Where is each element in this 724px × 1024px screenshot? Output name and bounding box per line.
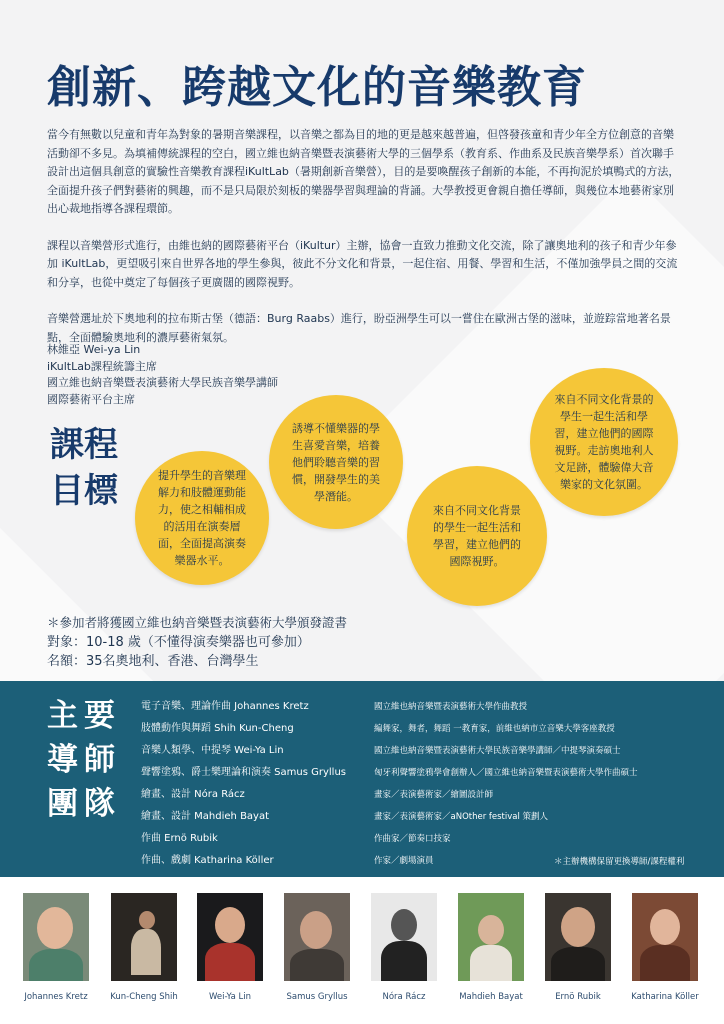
portrait-photo bbox=[111, 893, 177, 981]
eligibility-age: 對象：10-18 歲（不懂得演奏樂器也可參加） bbox=[47, 635, 310, 650]
portrait-photo bbox=[545, 893, 611, 981]
photo-card bbox=[109, 893, 179, 1002]
team-role: 作曲 Ernö Rubik bbox=[141, 833, 218, 844]
team-desc: 國立維也納音樂暨表演藝術大學作曲教授 bbox=[374, 702, 528, 712]
team-desc: 國立維也納音樂暨表演藝術大學民族音樂學講師／中提琴演奏碩士 bbox=[374, 746, 621, 756]
portrait-photo bbox=[23, 893, 89, 981]
photo-caption: Katharina Köller bbox=[631, 992, 699, 1002]
eligibility bbox=[47, 633, 310, 671]
photo-caption: Kun-Cheng Shih bbox=[110, 992, 178, 1002]
photo-caption: Samus Gryllus bbox=[286, 992, 348, 1002]
team-heading: 主要導師團隊 bbox=[47, 698, 121, 822]
goal-text: 來自不同文化背景的學生一起生活和學習，建立他們的國際視野。走訪奧地利人文足跡，體驗偉大音樂家的文化氛圍。 bbox=[554, 393, 654, 491]
photo-caption: Nóra Rácz bbox=[382, 992, 426, 1002]
goals-heading-line: 目標 bbox=[50, 471, 118, 511]
photo-caption: Mahdieh Bayat bbox=[459, 992, 523, 1002]
intro-paragraph: 課程以音樂營形式進行，由維也納的國際藝術平台（iKultur）主辦，協會一直致力推動文化交流，除了讓奧地利的孩子和青少年參加 iKultLab，更望吸引來自世界各地的學生參與，彼此不分文化和背景，一起住宿、用餐、學習和生活，不僅加強學員之間的交流和分享，也從中奠定了每個孩子更廣闊的國際視野。 bbox=[47, 238, 678, 289]
intro-paragraph: 當今有無數以兒童和青年為對象的暑期音樂課程，以音樂之都為目的地的更是越來越普遍，但啓發孩童和青少年全方位創意的音樂活動卻不多見。為填補傳統課程的空白，國立維也納音樂暨表演藝術大學的三個學系（教育系、作曲系及民族音樂學系）首次聯手設計出這個具創意的實驗性音樂教育課程iKultLab（暑期創新音樂營），目的是要喚醒孩子創新的本能，不再拘泥於填鴨式的方法，全面提升孩子們對藝術的興趣，而不是只局限於刻板的樂器學習與理論的背誦。大學教授更會親自擔任導師，與幾位本地藝術家別出心裁地指導各課程環節。 bbox=[47, 128, 680, 215]
team-desc: 作曲家／節奏口技家 bbox=[374, 834, 451, 844]
photo-card bbox=[543, 893, 613, 1002]
goal-bubble bbox=[135, 451, 269, 585]
team-roles bbox=[141, 699, 346, 875]
photo-card bbox=[21, 893, 91, 1002]
portrait-photo bbox=[458, 893, 524, 981]
signature-name: 林維亞 Wei-ya Lin bbox=[47, 343, 141, 356]
goal-text: 來自不同文化背景的學生一起生活和學習，建立他們的國際視野。 bbox=[433, 504, 521, 568]
team-desc: 畫家／表演藝術家／aNOther festival 策劃人 bbox=[374, 812, 549, 822]
portrait-photo bbox=[371, 893, 437, 981]
team-role: 音樂人類學、中提琴 Wei-Ya Lin bbox=[141, 745, 284, 756]
team-desc: 匈牙利聲響塗鴉學會創辦人／國立維也納音樂暨表演藝術大學作曲碩士 bbox=[374, 768, 638, 778]
goals-heading bbox=[50, 422, 118, 514]
goals-heading-line: 課程 bbox=[50, 425, 118, 465]
photo-strip bbox=[0, 877, 724, 1024]
team-note: ＊主辦機構保留更換導師/課程權利 bbox=[554, 857, 685, 867]
team-desc: 編舞家，舞者，舞蹈 一教育家，前維也納市立音樂大學客座教授 bbox=[374, 724, 615, 734]
goal-bubble bbox=[407, 466, 547, 606]
certificate-note: ＊參加者將獲國立維也納音樂暨表演藝術大學頒發證書 bbox=[47, 615, 348, 630]
photo-caption: Johannes Kretz bbox=[24, 992, 88, 1002]
portrait-photo bbox=[632, 893, 698, 981]
team-role: 繪畫、設計 Nóra Rácz bbox=[141, 789, 245, 800]
team-role: 作曲、戲劇 Katharina Köller bbox=[141, 855, 274, 866]
team-role: 肢體動作與舞蹈 Shih Kun-Cheng bbox=[141, 723, 294, 734]
goal-text: 誘導不懂樂器的學生喜愛音樂，培養他們聆聽音樂的習慣，開發學生的美學潛能。 bbox=[292, 421, 380, 503]
team-descriptions bbox=[374, 699, 638, 875]
signature-line: iKultLab課程統籌主席 bbox=[47, 359, 157, 373]
portrait-photo bbox=[284, 893, 350, 981]
signature-block bbox=[47, 342, 278, 408]
photo-caption: Ernö Rubik bbox=[555, 992, 601, 1002]
team-desc: 畫家／表演藝術家／繪圖設計師 bbox=[374, 790, 494, 800]
photo-card bbox=[456, 893, 526, 1002]
photo-card bbox=[630, 893, 700, 1002]
team-role: 電子音樂、理論作曲 Johannes Kretz bbox=[141, 701, 309, 712]
team-desc: 作家／劇場演員 bbox=[374, 856, 434, 866]
photo-card bbox=[282, 893, 352, 1002]
goal-bubble bbox=[530, 368, 678, 516]
page-title: 創新、跨越文化的音樂教育 bbox=[47, 62, 587, 113]
goal-text: 提升學生的音樂理解力和肢體運動能力，使之相輔相成的活用在演奏層面，全面提高演奏樂器水平。 bbox=[158, 469, 246, 567]
intro-text bbox=[47, 126, 681, 365]
portrait-photo bbox=[197, 893, 263, 981]
photo-caption: Wei-Ya Lin bbox=[209, 992, 251, 1002]
goal-bubble bbox=[269, 395, 403, 529]
signature-line: 國立維也納音樂暨表演藝術大學民族音樂學講師 bbox=[47, 376, 278, 389]
team-role: 繪畫、設計 Mahdieh Bayat bbox=[141, 811, 270, 822]
eligibility-quota: 名額：35名奧地利、香港、台灣學生 bbox=[47, 654, 259, 669]
photo-card bbox=[369, 893, 439, 1002]
intro-paragraph: 音樂營選址於下奧地利的拉布斯古堡（德語：Burg Raabs）進行，盼亞洲學生可以一嘗住在歐洲古堡的滋味，並遊踪當地著名景點，全面體驗奧地利的濃厚藝術氣氛。 bbox=[47, 312, 671, 344]
team-role: 聲響塗鴉、爵士樂理論和演奏 Samus Gryllus bbox=[141, 767, 347, 778]
photo-card bbox=[195, 893, 265, 1002]
signature-line: 國際藝術平台主席 bbox=[47, 392, 135, 406]
